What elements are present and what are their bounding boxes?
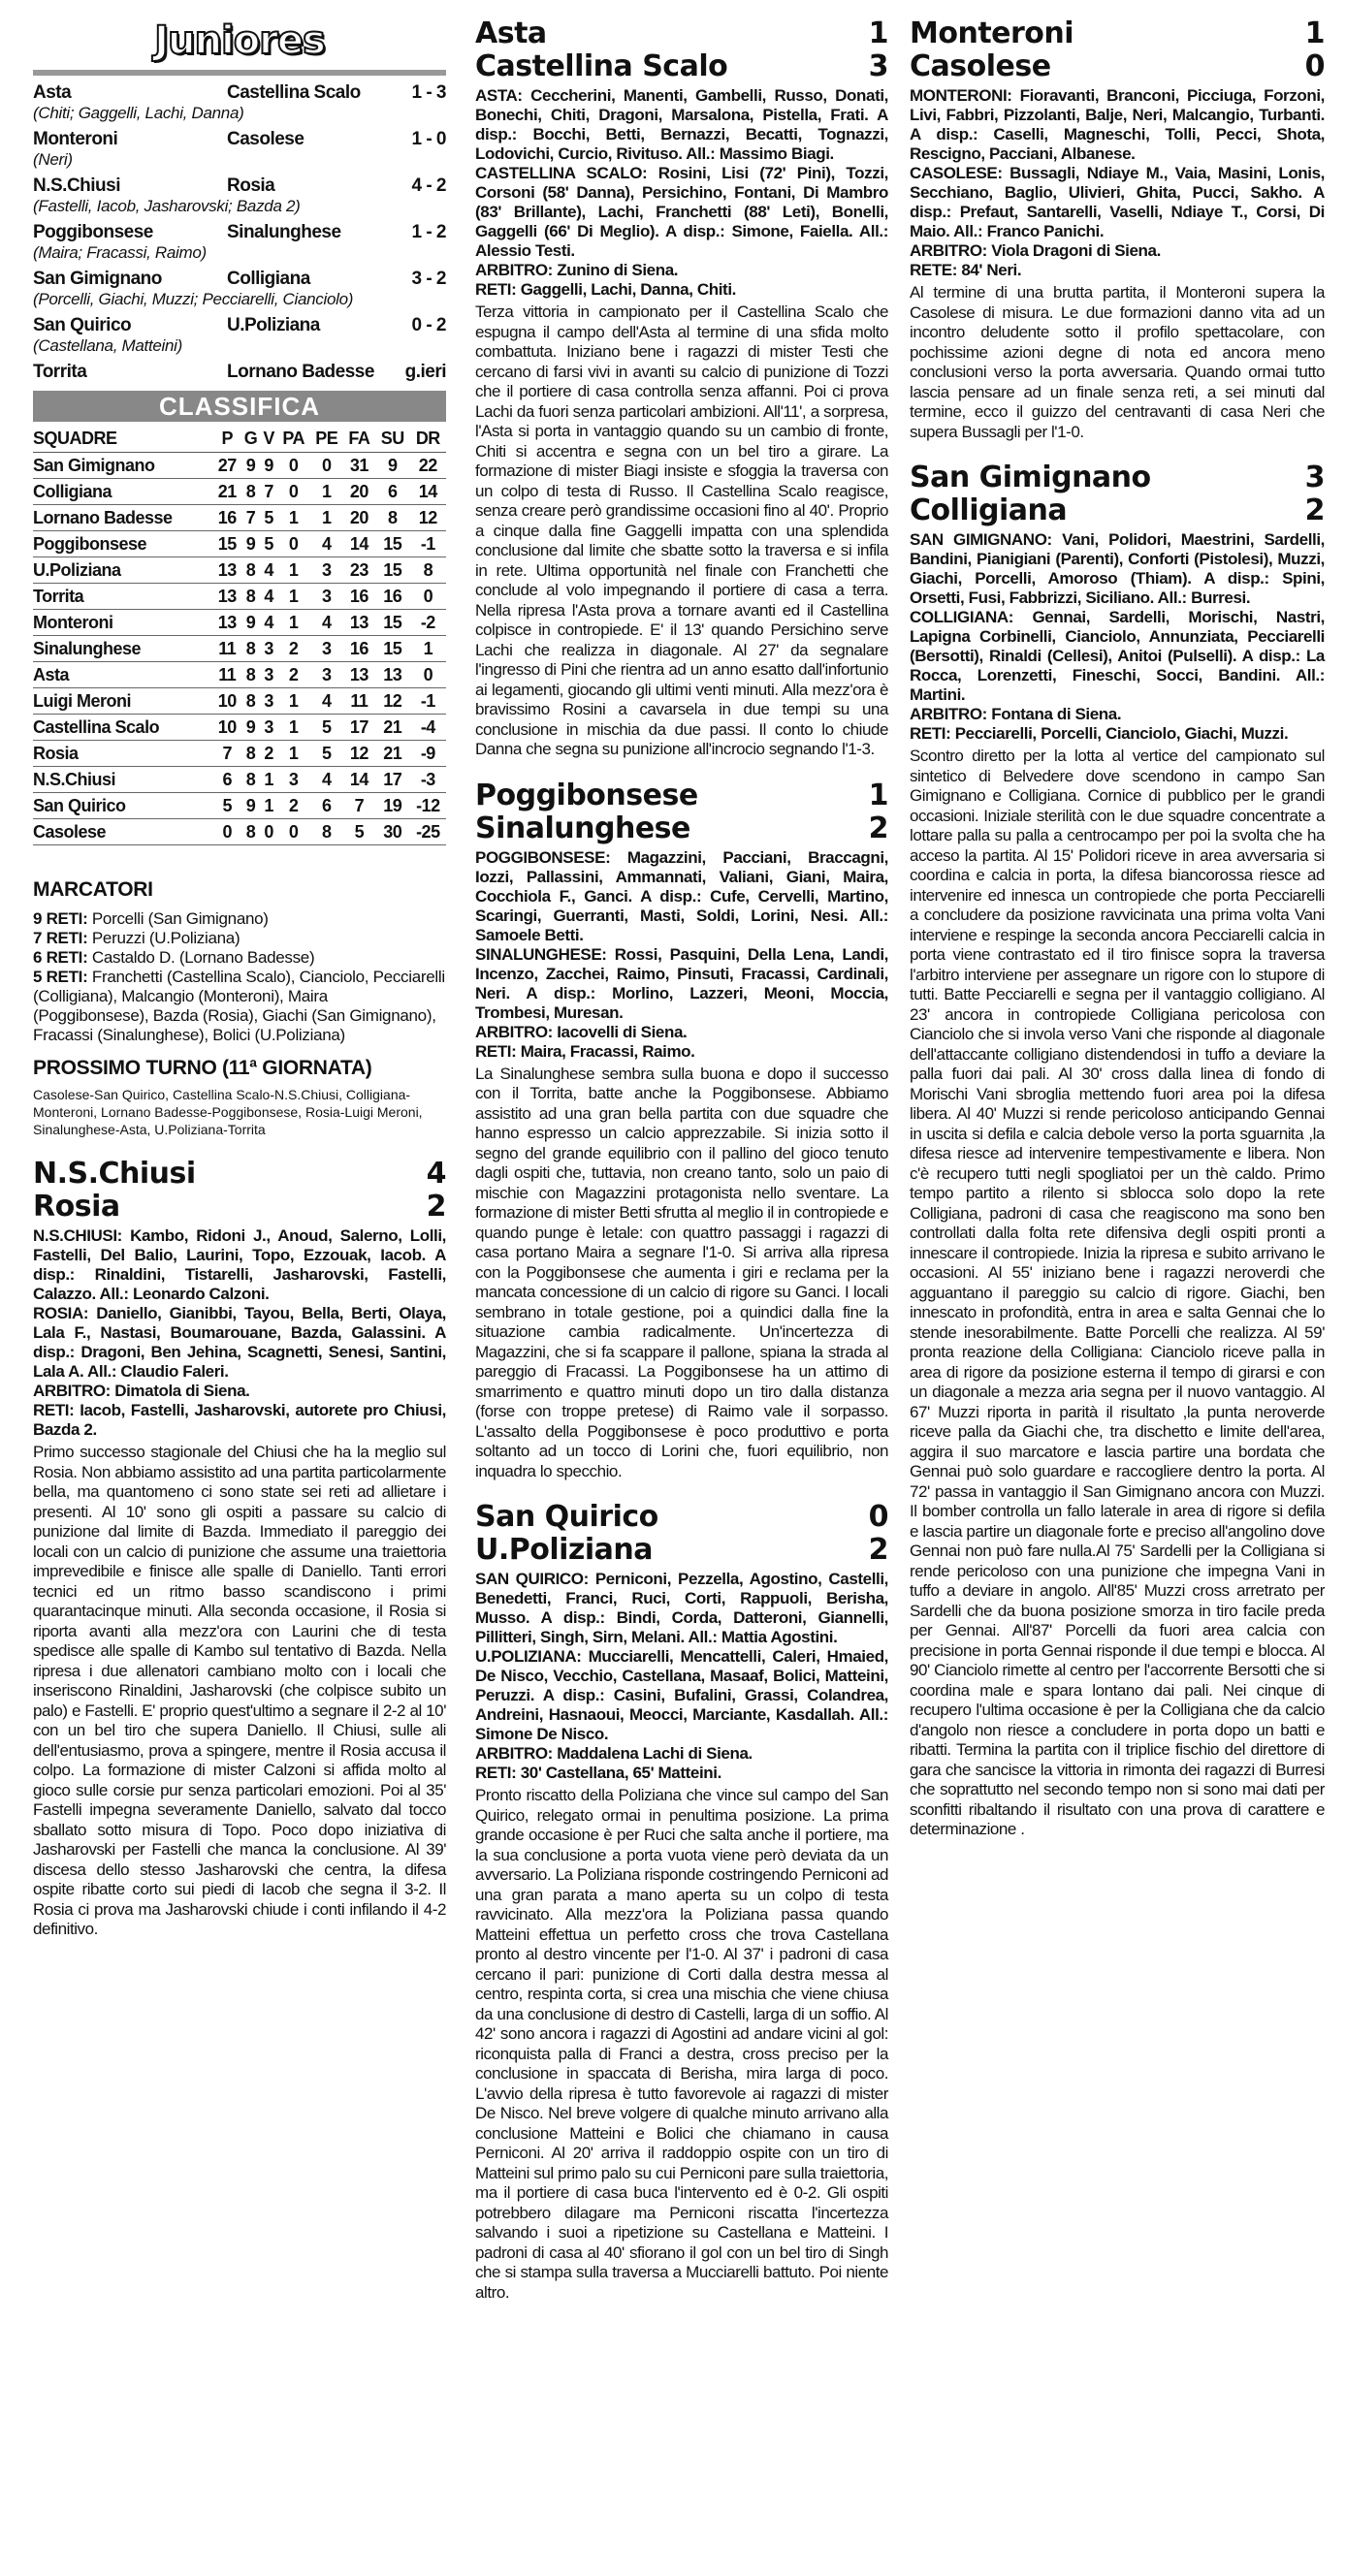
table-cell: 13 [213, 584, 240, 610]
table-cell: 30 [375, 819, 410, 845]
table-cell: Asta [33, 662, 213, 688]
standings-table [33, 426, 446, 845]
table-cell: 9 [375, 453, 410, 479]
match-report [475, 779, 888, 1482]
table-cell: 8 [240, 819, 260, 845]
table-cell: -1 [410, 531, 446, 557]
table-cell: 15 [375, 636, 410, 662]
away-score: 2 [868, 811, 888, 845]
table-cell: 5 [310, 715, 343, 741]
table-cell: 2 [277, 662, 310, 688]
table-cell: 12 [410, 505, 446, 531]
lineups: SAN GIMIGNANO: Vani, Polidori, Maestrini, Sardelli, Bandini, Pianigiani (Parenti), Conforti (Pistolesi), Muzzi, Giachi, Porcelli, Amoroso (Thiam). A disp.: Spini, Orsetti, Fusi, Fabbrizzi, Siciliano. All.: Burresi. COLLIGIANA: Gennai, Sardelli, Morischi, Nastri, Lapigna Corbinelli, Cianciolo, Annunziata, Pecciarelli (Bersotti), Rinaldi (Cellesi), Anitoi (Pulselli). A disp.: La Rocca, Lorenzetti, Fineschi, Socci, Bandini. All.: Martini. ARBITRO: Fontana di Siena. RETI: Pecciarelli, Porcelli, Cianciolo, Giachi, Muzzi. [910, 530, 1325, 743]
home-line [475, 779, 888, 812]
table-cell: Luigi Meroni [33, 688, 213, 715]
goal-count: 7 RETI: [33, 929, 88, 947]
lineups: ASTA: Ceccherini, Manenti, Gambelli, Russo, Donati, Bonechi, Chiti, Dragoni, Marsalona, Pistella, Frati. A disp.: Bocchi, Betti, Bernazzi, Becatti, Tognazzi, Lodovichi, Curcio, Rivituso. All.: Massimo Biagi. CASTELLINA SCALO: Rosini, Lisi (72' Pini), Tozzi, Corsoni (58' Danna), Persichino, Fontani, Di Mambro (83' Brillante), Lachi, Franchetti (88' Leti), Bonelli, Gaggelli (66' Di Meglio). A disp.: Simone, Faiella. All.: Alessio Testi. ARBITRO: Zunino di Siena. RETI: Gaggelli, Lachi, Danna, Chiti. [475, 86, 888, 299]
middle-column [475, 17, 888, 2303]
home-score: 4 [426, 1157, 446, 1191]
table-cell: -12 [410, 793, 446, 819]
table-row [33, 793, 446, 819]
scorer-line [33, 948, 446, 968]
lineups: SAN QUIRICO: Perniconi, Pezzella, Agostino, Castelli, Benedetti, Franci, Ruci, Corti, Rappuoli, Berisha, Musso. A disp.: Bindi, Corda, Datteroni, Giannelli, Pillitteri, Singh, Sirn, Melani. All.: Mattia Agostini. U.POLIZIANA: Mucciarelli, Mencattelli, Caleri, Hmaied, De Nisco, Vecchio, Castellana, Masaaf, Bolici, Matteini, Peruzzi. A disp.: Casini, Bufalini, Grassi, Colandrea, Andreini, Hasnaoui, Meocci, Marciante, Kasdallah. All.: Simone De Nisco. ARBITRO: Maddalena Lachi di Siena. RETI: 30' Castellana, 65' Matteini. [475, 1570, 888, 1782]
away-team: Casolese [910, 49, 1051, 83]
table-cell: 8 [240, 557, 260, 584]
match-score: 4 - 2 [411, 175, 446, 196]
home-team: San Quirico [33, 315, 132, 335]
away-score: 3 [868, 49, 888, 83]
table-cell: -9 [410, 741, 446, 767]
home-line [910, 17, 1325, 50]
table-cell: 20 [343, 479, 375, 505]
table-row [33, 505, 446, 531]
table-cell: 8 [240, 741, 260, 767]
match-text: Al termine di una brutta partita, il Monteroni supera la Casolese di misura. Le due formazioni danno vita ad un incontro deludente sotto il profilo spettacolare, con pochissime azioni degne di nota ed ancora meno conclusioni verso la porta avversaria. Quando ormai tutto lascia pensare ad un finale senza reti, a sei minuti dal termine, ecco il guizzo del centravanti di casa Neri che supera Bussagli per l'1-0. [910, 283, 1325, 441]
match-text: Primo successo stagionale del Chiusi che ha la meglio sul Rosia. Non abbiamo assistito ad una partita particolarmente bella, ma quantomeno ci sono state sei reti ad allietare i presenti. Al 10' sono gli ospiti a passare su calcio di punizione dal limite di Bazda. Immediato il pareggio dei locali con un calcio di punizione che assume una traiettoria imprevedibile e finisce alle spalle di Daniello. Tanti errori tecnici ed un ritmo basso scandiscono i primi quarantacinque minuti. Alla seconda occasione, il Rosia si riporta avanti alla mezz'ora con Laurini che di testa spedisce alle spalle di Kambo sul tentativo di Bazda. Nella ripresa i due allenatori cambiano molto con i locali che inseriscono Rinaldini, Jasharovski (che colpisce subito un palo) e Fastelli. E' proprio quest'ultimo a segnare il 2-2 al 10' con un bel tiro che supera Daniello. Il Chiusi, sulle ali dell'entusiasmo, prova a spingere, mentre il Rosia accusa il colpo. La formazione di mister Calzoni si affida molto al gioco sulle corsie pur senza particolari emozioni. Poi al 35' Fastelli impegna severamente Daniello, salvato dal tocco sballato sotto misura di Topo. Poco dopo iniziativa di Jasharovski per Fastelli che manca la conclusione. Al 39' discesa dello stesso Jasharovski che centra, la difesa ospite ribatte corto sui piedi di Iacob che segna il 3-2. Il Rosia ci prova ma Jasharovski chiude i conti infilando il 4-2 definitivo. [33, 1443, 446, 1938]
table-cell: 4 [261, 557, 277, 584]
table-cell: -1 [410, 688, 446, 715]
table-cell: 0 [213, 819, 240, 845]
match-report [910, 461, 1325, 1840]
home-line [33, 1158, 446, 1191]
table-cell: 0 [261, 819, 277, 845]
table-cell: Casolese [33, 819, 213, 845]
table-cell: 21 [213, 479, 240, 505]
home-line [475, 17, 888, 50]
away-score: 2 [1304, 493, 1325, 527]
table-cell: 5 [343, 819, 375, 845]
table-cell: 13 [343, 662, 375, 688]
home-team: Poggibonsese [33, 222, 153, 242]
match-text: Pronto riscatto della Poliziana che vince sul campo del San Quirico, relegato ormai in penultima posizione. La prima grande occasione è per Ruci che salta anche il portiere, ma la sua conclusione a porta vuota viene però deviata da un avversario. La Poliziana risponde costringendo Perniconi ad una gran parata a mano aperta su un colpo di testa ravvicinato. Alla mezz'ora la Poliziana passa quando Matteini effettua un perfetto cross che trova Castellana pronto al destro vincente per l'1-0. Al 37' i padroni di casa cercano il pari: punizione di Corti dalla destra messa al centro, respinta corta, si crea una mischia che viene chiusa da una conclusione di destro di Castelli, larga di un soffio. Al 42' sono ancora i ragazzi di Agostini ad andare vicini al gol: riconquista palla di Franci a destra, cross preciso per la conclusione in spaccata di Berisha, mira larga di poco. L'avvio della ripresa è tutto favorevole ai ragazzi di mister De Nisco. Nel breve volgere di qualche minuto arrivano alla conclusione Matteini e Bolici che chiamano in causa Perniconi. Al 20' arriva il raddoppio ospite con un tiro di Matteini sul primo palo su cui Perniconi pare sulla traiettoria, ma il portiere di casa buca l'intervento ed è 0-2. Gli ospiti potrebbero dilagare ma Perniconi riscatta l'incertezza salvando i suoi a ripetizione su Castellana e Matteini. I padroni di casa al 40' sfiorano il gol con un bel tiro di Singh che si stampa sulla traversa a Mucciarelli battuto. Poi niente altro. [475, 1786, 888, 2302]
table-cell: 5 [310, 741, 343, 767]
home-line [910, 461, 1325, 494]
table-cell: 23 [343, 557, 375, 584]
scorer-names: Franchetti (Castellina Scalo), Cianciolo, Pecciarelli (Colligiana), Malcangio (Monteroni), Maira (Poggibonsese), Bazda (Rosia), Giachi (San Gimignano), Fracassi (Sinalunghese), Bolici (U.Poliziana) [33, 968, 445, 1044]
table-cell: 22 [410, 453, 446, 479]
table-cell: -3 [410, 767, 446, 793]
home-team: Monteroni [33, 129, 118, 149]
table-cell: 11 [213, 662, 240, 688]
column-header: SQUADRE [33, 426, 213, 453]
table-cell: Poggibonsese [33, 531, 213, 557]
table-cell: 21 [375, 715, 410, 741]
table-row [33, 688, 446, 715]
table-cell: 1 [410, 636, 446, 662]
table-cell: 7 [343, 793, 375, 819]
goal-count: 6 RETI: [33, 948, 88, 967]
away-line [33, 1191, 446, 1224]
table-cell: 8 [240, 662, 260, 688]
table-cell: -4 [410, 715, 446, 741]
table-cell: 16 [343, 584, 375, 610]
away-team: Colligiana [910, 493, 1068, 527]
match-report [33, 1158, 446, 1940]
column-header: DR [410, 426, 446, 453]
away-team: Rosia [33, 1190, 120, 1224]
lineups: POGGIBONSESE: Magazzini, Pacciani, Braccagni, Iozzi, Pallassini, Ammannati, Valiani, Giani, Maira, Cocchiola F., Ganci. A disp.: Cufe, Cervelli, Martino, Scaringi, Guerranti, Masti, Soldi, Lorini, Nesi. All.: Samoele Betti. SINALUNGHESE: Rossi, Pasquini, Della Lena, Landi, Incenzo, Zacchei, Raimo, Pinsuti, Fracassi, Cardinali, Neri. A disp.: Morlino, Lazzeri, Meoni, Moccia, Trombesi, Muresan. ARBITRO: Iacovelli di Siena. RETI: Maira, Fracassi, Raimo. [475, 847, 888, 1061]
home-team: San Gimignano [33, 269, 162, 289]
table-cell: 3 [310, 636, 343, 662]
match-header [910, 461, 1325, 527]
table-cell: 2 [277, 636, 310, 662]
table-cell: 8 [310, 819, 343, 845]
lineups: MONTERONI: Fioravanti, Branconi, Picciuga, Forzoni, Livi, Fabbri, Pizzolanti, Balje, Neri, Malcangio, Turbanti. A disp.: Caselli, Magneschi, Tolli, Pecci, Shota, Rescigno, Pacciani, Albanese. CASOLESE: Bussagli, Ndiaye M., Vaia, Masini, Lonis, Secchiano, Baglio, Ulivieri, Ghita, Pucci, Sakho. A disp.: Prefaut, Santarelli, Vaselli, Ndiaye T., Corsi, Di Maio. All.: Franco Panichi. ARBITRO: Viola Dragoni di Siena. RETE: 84' Neri. [910, 86, 1325, 279]
match-text: Terza vittoria in campionato per il Castellina Scalo che espugna il campo dell'Asta al termine di una sfida molto combattuta. Iniziano bene i ragazzi di mister Testi che cercano di farsi vivi in avanti su calcio di punizione di Tozzi che il portiere di casa controlla senza affanni. Poi ci prova Lachi da fuori senza particolari ambizioni. All'11', a sorpresa, l'Asta si porta in vantaggio quando su un cambio di fronte, Chiti si accentra e segna con un bel tiro a girare. La formazione di mister Biagi insiste e sfoggia la traversa con un colpo di testa di Russo. Il Castellina Scalo reagisce, senza creare però grandissime occasioni fino al 40'. Proprio a cinque dalla fine Gaggelli impatta con una splendida conclusione dal limite che sbatte sotto la traversa e si infila in rete. Ultima opportunità nel finale con Franchetti che conclude al volo impegnando il portiere di casa a terra. Nella ripresa l'Asta prova a tornare avanti ed il Castellina colpisce in contropiede. E' il 13' quando Persichino serve Lachi che realizza in diagonale. Al 27' da segnalare l'ingresso di Pini che rientra ad un anno esatto dall'infortunio ai legamenti, giocando gli ultimi venti minuti. Alla mezz'ora è bravissimo Rosini a cavarsela in due tempi su una conclusione in mischia da due passi. Il conto lo chiude Danna che segna su punizione all'incrocio segnando l'1-3. [475, 302, 888, 758]
table-cell: 15 [213, 531, 240, 557]
result-row [33, 361, 446, 383]
away-line [475, 812, 888, 845]
match-header [475, 17, 888, 83]
table-cell: 13 [213, 610, 240, 636]
table-cell: 17 [375, 767, 410, 793]
table-cell: 21 [375, 741, 410, 767]
table-cell: Torrita [33, 584, 213, 610]
scorer-line [33, 909, 446, 929]
table-cell: 14 [343, 767, 375, 793]
home-team: Asta [33, 82, 72, 103]
table-cell: 8 [240, 584, 260, 610]
result-row [33, 221, 446, 243]
table-cell: 4 [261, 584, 277, 610]
table-cell: 3 [261, 636, 277, 662]
table-cell: 16 [343, 636, 375, 662]
home-score: 1 [1304, 16, 1325, 50]
home-score: 1 [868, 16, 888, 50]
table-cell: 4 [261, 610, 277, 636]
match-report [475, 1501, 888, 2303]
home-team: San Gimignano [910, 461, 1151, 494]
table-cell: 8 [240, 636, 260, 662]
table-row [33, 741, 446, 767]
table-cell: Rosia [33, 741, 213, 767]
table-row [33, 715, 446, 741]
table-row [33, 767, 446, 793]
home-line [475, 1501, 888, 1534]
away-team: Sinalunghese [475, 811, 690, 845]
goal-scorers: (Maira; Fracassi, Raimo) [33, 243, 207, 262]
table-row [33, 636, 446, 662]
table-cell: 16 [213, 505, 240, 531]
table-cell: 4 [310, 531, 343, 557]
home-team: Asta [475, 16, 547, 50]
table-cell: 1 [277, 688, 310, 715]
table-cell: 1 [277, 741, 310, 767]
column-header: PA [277, 426, 310, 453]
table-row [33, 584, 446, 610]
goal-count: 9 RETI: [33, 909, 88, 928]
table-cell: 8 [375, 505, 410, 531]
table-cell: 1 [277, 610, 310, 636]
table-row [33, 453, 446, 479]
table-cell: N.S.Chiusi [33, 767, 213, 793]
table-cell: 0 [310, 453, 343, 479]
table-cell: 7 [213, 741, 240, 767]
table-cell: 1 [277, 715, 310, 741]
table-cell: 1 [261, 793, 277, 819]
match-score: 1 - 3 [411, 82, 446, 103]
table-cell: 14 [410, 479, 446, 505]
standings-title: CLASSIFICA [33, 391, 446, 422]
home-team: Torrita [33, 362, 87, 382]
goal-count: 5 RETI: [33, 968, 88, 986]
table-cell: 7 [261, 479, 277, 505]
away-team: Colligiana [227, 269, 310, 289]
scorers-title: MARCATORI [33, 878, 153, 901]
table-cell: 15 [375, 557, 410, 584]
away-score: 0 [1304, 49, 1325, 83]
match-report [910, 17, 1325, 442]
table-cell: Lornano Badesse [33, 505, 213, 531]
table-cell: 6 [375, 479, 410, 505]
table-row [33, 610, 446, 636]
table-cell: 4 [310, 610, 343, 636]
home-score: 0 [868, 1500, 888, 1534]
table-header-row [33, 426, 446, 453]
table-cell: 11 [343, 688, 375, 715]
match-header [33, 1158, 446, 1224]
away-team: Castellina Scalo [475, 49, 728, 83]
section-title: Juniores [154, 18, 325, 63]
away-team: Rosia [227, 175, 275, 196]
column-header: SU [375, 426, 410, 453]
table-cell: 8 [240, 767, 260, 793]
match-score: g.ieri [404, 362, 446, 382]
next-round-fixtures: Casolese-San Quirico, Castellina Scalo-N.S.Chiusi, Colligiana-Monteroni, Lornano Badesse-Poggibonsese, Rosia-Luigi Meroni, Sinalunghese-Asta, U.Poliziana-Torrita [33, 1087, 423, 1137]
table-row [33, 819, 446, 845]
table-cell: 0 [410, 662, 446, 688]
match-report [475, 17, 888, 760]
scorer-line [33, 929, 446, 948]
result-row [33, 175, 446, 197]
table-cell: 9 [240, 715, 260, 741]
table-cell: 9 [240, 793, 260, 819]
table-cell: 10 [213, 688, 240, 715]
match-score: 0 - 2 [411, 315, 446, 335]
table-cell: 19 [375, 793, 410, 819]
scorer-names: Peruzzi (U.Poliziana) [87, 929, 240, 947]
table-cell: -25 [410, 819, 446, 845]
scorer-line [33, 968, 446, 1045]
away-line [475, 50, 888, 83]
home-team: Poggibonsese [475, 778, 698, 812]
home-team: Monteroni [910, 16, 1074, 50]
table-cell: 0 [410, 584, 446, 610]
away-team: Casolese [227, 129, 304, 149]
table-cell: 5 [261, 505, 277, 531]
away-team: Lornano Badesse [227, 362, 374, 382]
right-column [910, 17, 1325, 1840]
goal-scorers: (Castellana, Matteini) [33, 336, 183, 355]
goal-scorers: (Neri) [33, 150, 73, 169]
table-cell: 1 [261, 767, 277, 793]
away-team: Castellina Scalo [227, 82, 361, 103]
table-cell: 3 [310, 584, 343, 610]
table-cell: 16 [375, 584, 410, 610]
away-line [910, 50, 1325, 83]
goal-scorers: (Fastelli, Iacob, Jasharovski; Bazda 2) [33, 197, 301, 215]
match-text: La Sinalunghese sembra sulla buona e dopo il successo con il Torrita, batte anche la Poggibonsese. Abbiamo assistito ad una gran bella partita con due squadre che hanno espresso un calcio apprezzabile. Si inizia sotto il segno del grande equilibrio con il pallino del gioco tenuto dagli ospiti che, tuttavia, non creano tanto, solo un paio di mischie con Magazzini protagonista nello sventare. La formazione di mister Betti sfrutta al meglio il in contropiede e quando punge è letale: con quattro passaggi i ragazzi di casa portano Maira a segnare l'1-0. Si arriva alla ripresa con la Poggibonsese che aumenta i giri e reclama per la mancata concessione di un calcio di rigore su Ganci. I locali sembrano in totale gestione, poi a quindici dalla fine la situazione cambia radicalmente. Un'incertezza di Magazzini, che si fa scappare il pallone, spiana la strada al pareggio di Fracassi. La Poggibonsese ha un attimo di smarrimento e quattro minuti dopo un tiro dalla distanza (forse con troppe pretese) di Raimo vale il sorpasso. L'assalto della Poggibonsese è poco produttivo e porta soltanto ad un tocco di Lorini che, fuori equilibrio, non inquadra lo specchio. [475, 1064, 888, 1480]
table-cell: 7 [240, 505, 260, 531]
home-score: 1 [868, 778, 888, 812]
results-list [33, 81, 446, 383]
home-team: N.S.Chiusi [33, 175, 121, 196]
goal-scorers: (Porcelli, Giachi, Muzzi; Pecciarelli, Cianciolo) [33, 290, 354, 308]
table-cell: 3 [310, 557, 343, 584]
table-cell: 8 [410, 557, 446, 584]
table-row [33, 557, 446, 584]
left-column [33, 17, 446, 1940]
match-header [910, 17, 1325, 83]
table-cell: 6 [213, 767, 240, 793]
table-row [33, 662, 446, 688]
match-score: 3 - 2 [411, 269, 446, 289]
table-cell: 3 [261, 688, 277, 715]
table-cell: 13 [375, 662, 410, 688]
column-header: P [213, 426, 240, 453]
table-cell: 13 [213, 557, 240, 584]
table-cell: 14 [343, 531, 375, 557]
column-header: PE [310, 426, 343, 453]
home-team: N.S.Chiusi [33, 1157, 196, 1191]
table-cell: 2 [277, 793, 310, 819]
column-header: V [261, 426, 277, 453]
table-row [33, 531, 446, 557]
result-row [33, 268, 446, 290]
next-round-title: PROSSIMO TURNO (11ª GIORNATA) [33, 1057, 372, 1079]
table-cell: 1 [277, 505, 310, 531]
table-cell: 1 [277, 584, 310, 610]
table-cell: 0 [277, 531, 310, 557]
table-cell: 4 [310, 688, 343, 715]
table-cell: 17 [343, 715, 375, 741]
table-row [33, 479, 446, 505]
match-text: Scontro diretto per la lotta al vertice del campionato sul sintetico di Belvedere dove scendono in campo San Gimignano e Colligiana. Cornice di pubblico per le grandi occasioni. Iniziale sterilità con le due squadre concentrate a lottare palla su palla a centrocampo per poi la svolta che ha acceso la partita. Al 15' Polidori riceve in area avversaria si coordina e calcia in porta, la difesa biancorossa riesce ad intervenire ed innesca un contropiede che porta Pecciarelli a concludere da posizione ravvicinata una prima volta Vani interviene e respinge la seconda ancora Pecciarelli calcia in porta viene contrastato ed il tiro finisce sopra la traversa l'arbitro interviene per assegnare un rigore con lo stupore di tutti. Batte Pecciarelli e segna per il vantaggio colligiano. Al 23' ancora in contropiede Colligiana pericolosa con Cianciolo che si invola verso Vani che risponde al diagonale dell'attaccante colligiano distendendosi in tuffo a deviare la palla fuori dai pali. Al 30' cross dalla linea di fondo di Morischi Vani sbroglia mettendo fuori area poi la difesa libera. Al 40' Muzzi si rende pericoloso anticipando Gennai in uscita si defila e calcia debole verso la porta sguarnita ,la difesa riesce ad intervenire tempestivamente e libera. Non c'è recupero tutti negli spogliatoi per un thè caldo. Primo tempo partito a rilento si sblocca solo dopo la rete Colligiana, padroni di casa che reagiscono ma sono ben controllati dalla folta rete difensiva degli ospiti pronti a innescare il contropiede. Inizia la ripresa e subito arrivano le occasioni. Al 55' iniziano bene i ragazzi neroverdi che agguantano il pareggio su calcio di rigore. Giachi, ben innescato in profondità, entra in area e salta Gennai che lo stende inesorabilmente. Batte Porcelli che realizza. Al 59' pronta reazione della Colligiana: Cianciolo riceve palla in area di rigore da posizione esterna il tempo di girarsi e con un diagonale a mezza aria segna per il nuovo vantaggio. Al 67' Muzzi riporta in parità il risultato ,la punta neroverde riceve palla da Giachi che, tra dischetto e limite dell'area, aggira il suo marcatore e lascia partire una bordata che Gennai può solo guardare e raccogliere dentro la porta. Al 72' passa in vantaggio il San Gimignano ancora con Muzzi. Il bomber controlla un fallo laterale in area di rigore si defila e lascia partire un diagonale forte e preciso all'angolino dove Gennai non può fare nulla.Al 75' Sardelli per la Colligiana si rende pericoloso con una punizione che impegna Vani in tuffo a deviare in angolo. All'85' Muzzi cross arretrato per Sardelli che da buona posizione smorza in tiro facile preda per Gennai. All'87' Porcelli da fuori area calcia con precisione in porta Gennai risponde il due tempi e blocca. Al 90' Cianciolo rimette al centro per l'accorrente Bersotti che si coordina male e spara lontano dai pali. Nei cinque di recupero l'ultima occasione è per la Colligiana che da calcio d'angolo non riesce a concludere in porta dopo un batti e ribatti. Termina la partita con il triplice fischio del direttore di gara che sancisce la vittoria in rimonta dei ragazzi di Burresi che soprattutto nel secondo tempo non si sono mai dati per sconfitti ribaltando il risultato con una prova di carattere e determinazione . [910, 747, 1325, 1838]
table-cell: 1 [310, 505, 343, 531]
table-cell: 9 [240, 531, 260, 557]
home-score: 3 [1304, 461, 1325, 494]
table-cell: 2 [261, 741, 277, 767]
table-cell: 9 [261, 453, 277, 479]
table-cell: 3 [261, 662, 277, 688]
lineups: N.S.CHIUSI: Kambo, Ridoni J., Anoud, Salerno, Lolli, Fastelli, Del Balio, Laurini, Topo, Ezzouak, Iacob. A disp.: Rinaldini, Tistarelli, Jasharovski, Fastelli, Calazzo. All.: Leonardo Calzoni. ROSIA: Daniello, Gianibbi, Tayou, Bella, Berti, Olaya, Lala F., Nastasi, Boumarouane, Bazda, Galassini. A disp.: Dragoni, Ben Jehina, Scagnetti, Senesi, Santini, Lala A. All.: Claudio Faleri. ARBITRO: Dimatola di Siena. RETI: Iacob, Fastelli, Jasharovski, autorete pro Chiusi, Bazda 2. [33, 1226, 446, 1439]
table-cell: 8 [240, 479, 260, 505]
table-cell: 9 [240, 453, 260, 479]
match-header [475, 1501, 888, 1567]
away-team: U.Poliziana [475, 1533, 654, 1567]
table-cell: -2 [410, 610, 446, 636]
table-cell: Sinalunghese [33, 636, 213, 662]
table-cell: 1 [310, 479, 343, 505]
result-row [33, 128, 446, 150]
table-cell: 15 [375, 531, 410, 557]
table-cell: San Quirico [33, 793, 213, 819]
table-cell: 5 [213, 793, 240, 819]
scorer-names: Castaldo D. (Lornano Badesse) [87, 948, 315, 967]
result-row [33, 314, 446, 336]
table-cell: 0 [277, 819, 310, 845]
table-cell: 3 [310, 662, 343, 688]
match-header [475, 779, 888, 845]
table-cell: 31 [343, 453, 375, 479]
away-line [475, 1534, 888, 1567]
away-team: Sinalunghese [227, 222, 341, 242]
match-score: 1 - 2 [411, 222, 446, 242]
match-score: 1 - 0 [411, 129, 446, 149]
table-cell: 0 [277, 479, 310, 505]
table-cell: 4 [310, 767, 343, 793]
home-team: San Quirico [475, 1500, 658, 1534]
table-cell: 27 [213, 453, 240, 479]
away-line [910, 494, 1325, 527]
table-cell: 12 [343, 741, 375, 767]
away-score: 2 [426, 1190, 446, 1224]
table-cell: 3 [277, 767, 310, 793]
table-cell: 0 [277, 453, 310, 479]
result-row [33, 81, 446, 104]
table-cell: 11 [213, 636, 240, 662]
table-cell: U.Poliziana [33, 557, 213, 584]
table-cell: 8 [240, 688, 260, 715]
away-team: U.Poliziana [227, 315, 320, 335]
table-cell: 12 [375, 688, 410, 715]
away-score: 2 [868, 1533, 888, 1567]
table-cell: 5 [261, 531, 277, 557]
table-cell: Colligiana [33, 479, 213, 505]
table-cell: 1 [277, 557, 310, 584]
column-header: FA [343, 426, 375, 453]
table-cell: 9 [240, 610, 260, 636]
table-cell: Castellina Scalo [33, 715, 213, 741]
scorer-names: Porcelli (San Gimignano) [87, 909, 269, 928]
table-cell: 20 [343, 505, 375, 531]
table-cell: 10 [213, 715, 240, 741]
scorers-list [33, 909, 446, 1045]
table-cell: Monteroni [33, 610, 213, 636]
table-cell: 15 [375, 610, 410, 636]
table-cell: 13 [343, 610, 375, 636]
table-cell: 3 [261, 715, 277, 741]
table-cell: San Gimignano [33, 453, 213, 479]
divider [33, 70, 446, 76]
table-cell: 6 [310, 793, 343, 819]
goal-scorers: (Chiti; Gaggelli, Lachi, Danna) [33, 104, 244, 122]
column-header: G [240, 426, 260, 453]
